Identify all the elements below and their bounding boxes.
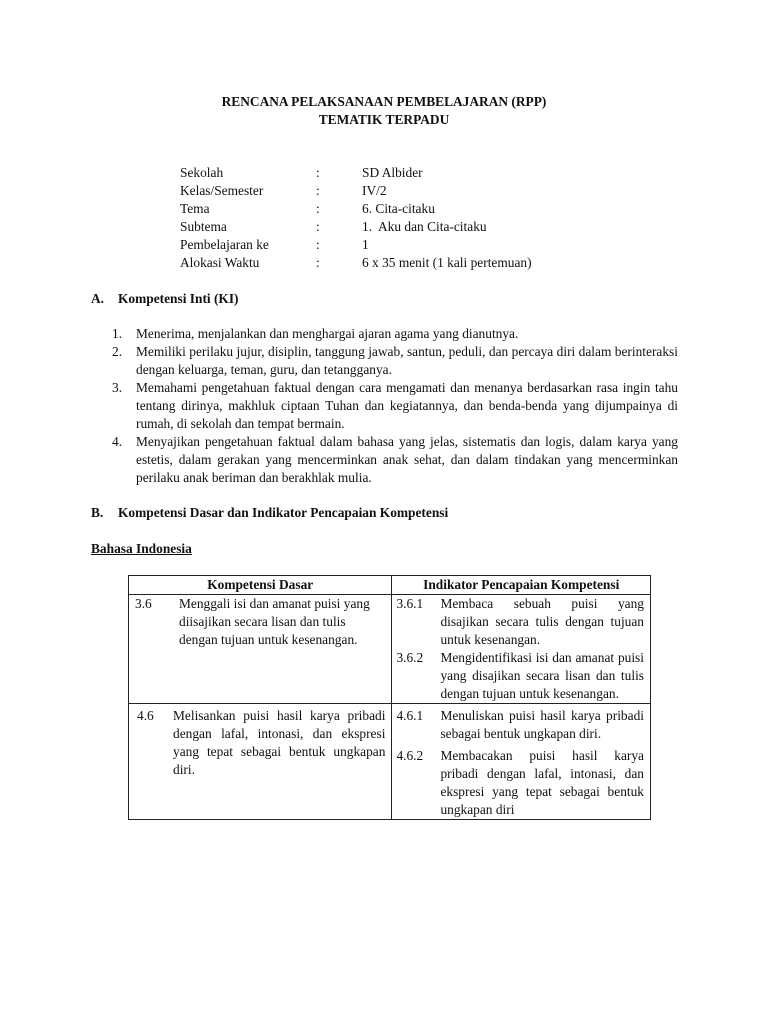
kd-text: Menggali isi dan amanat puisi yang diisajikan secara lisan dan tulis dengan tujuan untuk kesenangan. (179, 596, 370, 647)
table-header-indicator: Indikator Pencapaian Kompetensi (392, 576, 651, 595)
list-item (112, 325, 678, 343)
identity-value: 1 (362, 237, 369, 252)
identity-colon: : (316, 219, 320, 234)
indicator-number: 3.6.2 (396, 650, 424, 665)
identity-colon: : (316, 237, 320, 252)
indicator-number: 4.6.1 (396, 708, 424, 723)
identity-row (180, 164, 532, 182)
identity-label: Sekolah (180, 165, 224, 180)
indicator-cell (392, 595, 651, 704)
list-item-number: 1. (112, 326, 123, 341)
identity-label: Alokasi Waktu (180, 255, 260, 270)
section-letter: B. (91, 505, 104, 520)
section-a-heading (91, 290, 239, 308)
list-item-number: 2. (112, 344, 123, 359)
kd-cell (129, 704, 392, 820)
indicator-text: Mengidentifikasi isi dan amanat puisi yang disajikan secara lisan dan tulis dengan tujuan untuk kesenangan. (440, 650, 644, 701)
indicator-number: 4.6.2 (396, 748, 424, 763)
identity-label: Subtema (180, 219, 227, 234)
subject-heading: Bahasa Indonesia (91, 541, 192, 556)
section-letter: A. (91, 291, 105, 306)
identity-colon: : (316, 165, 320, 180)
indicator-text: Membaca sebuah puisi yang disajikan secara tulis dengan tujuan untuk kesenangan. (440, 596, 644, 647)
table-header-kd: Kompetensi Dasar (129, 576, 392, 595)
identity-row (180, 254, 532, 272)
indicator-item (392, 595, 650, 649)
list-item (112, 379, 678, 433)
table-row (129, 595, 651, 704)
document-title: RENCANA PELAKSANAAN PEMBELAJARAN (RPP) (221, 94, 547, 109)
identity-row (180, 218, 532, 236)
indicator-text: Membacakan puisi hasil karya pribadi dengan lafal, intonasi, dan ekspresi yang tepat sebagai bentuk ungkapan diri (440, 748, 644, 817)
kd-text: Melisankan puisi hasil karya pribadi dengan lafal, intonasi, dan ekspresi yang tepat sebagai bentuk ungkapan diri. (173, 708, 386, 777)
indicator-number: 3.6.1 (396, 596, 424, 611)
identity-colon: : (316, 255, 320, 270)
list-item-number: 3. (112, 380, 123, 395)
list-item-text: Memahami pengetahuan faktual dengan cara mengamati dan menanya berdasarkan rasa ingin tahu tentang dirinya, makhluk ciptaan Tuhan dan kegiatannya, dan benda-benda yang dijumpainya di rumah, di sekolah dan tempat bermain. (136, 380, 678, 431)
identity-block (180, 164, 532, 272)
competency-table (128, 575, 651, 820)
identity-label: Pembelajaran ke (180, 237, 269, 252)
identity-value: IV/2 (362, 183, 387, 198)
indicator-text: Menuliskan puisi hasil karya pribadi sebagai bentuk ungkapan diri. (440, 708, 644, 741)
kd-cell (129, 595, 392, 704)
table-header-row (129, 576, 651, 595)
section-b-heading (91, 504, 448, 522)
ki-list (112, 325, 678, 487)
identity-row (180, 236, 532, 254)
indicator-item (392, 743, 650, 819)
identity-row (180, 182, 532, 200)
list-item-text: Menerima, menjalankan dan menghargai ajaran agama yang dianutnya. (136, 326, 519, 341)
identity-value: SD Albider (362, 165, 423, 180)
list-item-text: Menyajikan pengetahuan faktual dalam bahasa yang jelas, sistematis dan logis, dalam karya yang estetis, dalam gerakan yang mencerminkan anak sehat, dan dalam tindakan yang mencerminkan perilaku anak beriman dan berakhlak mulia. (136, 434, 678, 485)
kd-number: 3.6 (135, 596, 152, 611)
list-item (112, 343, 678, 379)
indicator-cell (392, 704, 651, 820)
section-title: Kompetensi Dasar dan Indikator Pencapaian Kompetensi (118, 505, 449, 520)
identity-value: 1. Aku dan Cita-citaku (362, 219, 487, 234)
identity-label: Kelas/Semester (180, 183, 264, 198)
list-item-text: Memiliki perilaku jujur, disiplin, tanggung jawab, santun, peduli, dan percaya diri dalam berinteraksi dengan keluarga, teman, guru, dan tetangganya. (136, 344, 678, 377)
section-title: Kompetensi Inti (KI) (118, 291, 239, 306)
table-row (129, 704, 651, 820)
identity-value: 6 x 35 menit (1 kali pertemuan) (362, 255, 532, 270)
identity-row (180, 200, 532, 218)
indicator-item (392, 649, 650, 703)
identity-colon: : (316, 201, 320, 216)
document-subtitle: TEMATIK TERPADU (318, 112, 450, 127)
identity-label: Tema (180, 201, 210, 216)
kd-number: 4.6 (137, 708, 154, 723)
identity-value: 6. Cita-citaku (362, 201, 435, 216)
identity-colon: : (316, 183, 320, 198)
list-item (112, 433, 678, 487)
list-item-number: 4. (112, 434, 123, 449)
indicator-item (392, 704, 650, 743)
